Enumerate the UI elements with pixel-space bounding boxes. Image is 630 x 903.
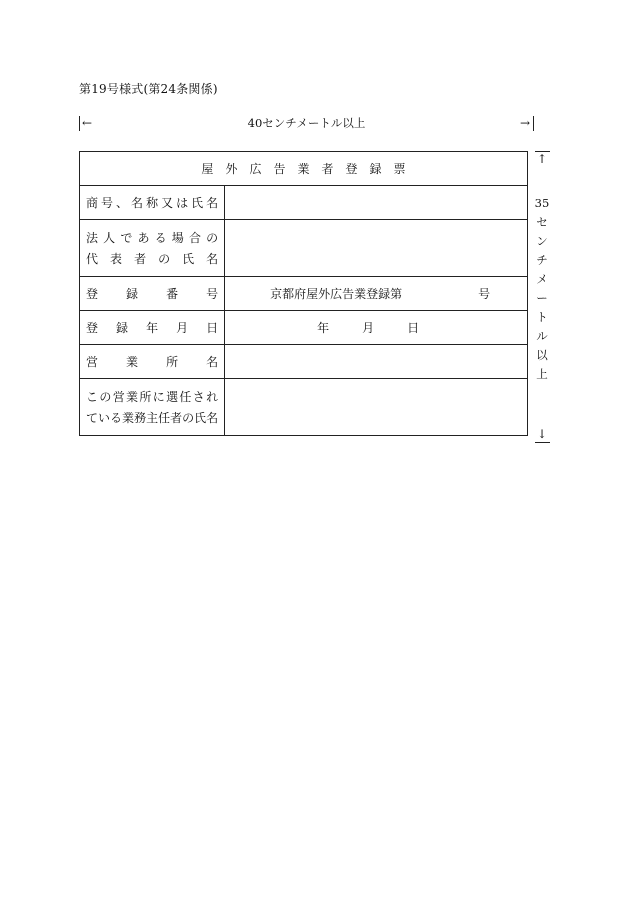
height-bottom-boundary: [535, 442, 550, 443]
form-number-title: 第19号様式(第24条関係): [79, 82, 218, 96]
height-indicator: [533, 151, 551, 443]
date-year-unit: 年: [317, 321, 330, 335]
trade-name-value: [225, 186, 528, 220]
label-char: 商: [86, 196, 99, 210]
title-char: 屋: [201, 162, 226, 176]
registration-number-value: [225, 277, 528, 311]
label-char: 氏: [191, 196, 204, 210]
representative-value: [225, 220, 528, 277]
registration-form-table: [79, 151, 528, 436]
label-char: 選: [166, 390, 179, 404]
label-char: 名: [206, 355, 219, 369]
title-char: 業: [297, 162, 322, 176]
representative-label: [80, 220, 225, 277]
down-arrow-icon: ↓: [536, 427, 548, 441]
label-char: こ: [86, 390, 99, 404]
table-title: [80, 152, 528, 186]
title-char: 登: [345, 162, 370, 176]
title-char: 告: [273, 162, 298, 176]
label-char: 合: [188, 231, 201, 245]
label-char: で: [120, 231, 133, 245]
office-name-label: [80, 345, 225, 379]
label-char: 者: [134, 252, 147, 266]
table-row-office-name: [80, 345, 528, 379]
label-char: 録: [126, 287, 139, 301]
label-char: 場: [171, 231, 184, 245]
height-label-char: ン: [536, 234, 548, 248]
label-char: 者: [170, 411, 183, 425]
label-char: 所: [139, 390, 152, 404]
table-title-row: [80, 152, 528, 186]
height-label-char: ー: [536, 291, 548, 305]
up-arrow-icon: ↑: [536, 152, 548, 166]
label-char: 務: [134, 411, 147, 425]
label-char: 録: [116, 321, 129, 335]
right-arrow-icon: →: [519, 116, 530, 130]
label-char: さ: [192, 390, 205, 404]
registration-number-prefix: 京都府屋外広告業登録第: [270, 287, 403, 301]
label-char: 氏: [194, 411, 207, 425]
label-char: の: [182, 411, 195, 425]
label-char: 年: [146, 321, 159, 335]
height-label-char: チ: [536, 253, 548, 267]
label-char: 任: [179, 390, 192, 404]
table-row-registration-number: [80, 277, 528, 311]
label-char: 号: [101, 196, 114, 210]
label-char: の: [158, 252, 171, 266]
registration-number-suffix: 号: [478, 287, 491, 301]
manager-label: [80, 379, 225, 436]
label-char: 営: [112, 390, 125, 404]
height-label-char: 以: [536, 348, 548, 362]
label-char: て: [86, 411, 99, 425]
label-char: る: [110, 411, 123, 425]
label-char: の: [206, 231, 219, 245]
height-label-char: ル: [536, 329, 548, 343]
label-char: 法: [86, 231, 99, 245]
label-char: 、: [116, 196, 129, 210]
table-row-trade-name: [80, 186, 528, 220]
label-char: は: [176, 196, 189, 210]
table-row-manager: [80, 379, 528, 436]
table-row-registration-date: [80, 311, 528, 345]
label-char: 名: [206, 411, 219, 425]
label-char: れ: [206, 390, 219, 404]
label-char: 登: [86, 321, 99, 335]
width-indicator: [79, 115, 534, 133]
left-arrow-icon: ←: [82, 116, 93, 130]
label-char: 人: [103, 231, 116, 245]
title-char: 録: [369, 162, 394, 176]
height-label-char: 35: [534, 196, 550, 210]
trade-name-label: [80, 186, 225, 220]
label-char: 業: [126, 355, 139, 369]
label-char: 所: [166, 355, 179, 369]
label-char: 名: [206, 196, 219, 210]
height-label-char: 上: [536, 367, 548, 381]
label-char: 日: [206, 321, 219, 335]
title-char: 広: [249, 162, 274, 176]
height-label-char: ト: [536, 310, 548, 324]
registration-number-label: [80, 277, 225, 311]
label-char: あ: [137, 231, 150, 245]
height-label: [533, 195, 551, 383]
label-char: 号: [206, 287, 219, 301]
registration-date-value: [225, 311, 528, 345]
height-label-char: メ: [536, 272, 548, 286]
label-char: 氏: [182, 252, 195, 266]
label-char: 又: [161, 196, 174, 210]
manager-value: [225, 379, 528, 436]
label-char: 番: [166, 287, 179, 301]
label-char: 営: [86, 355, 99, 369]
label-char: 業: [126, 390, 139, 404]
label-char: 名: [206, 252, 219, 266]
date-day-unit: 日: [407, 321, 420, 335]
office-name-value: [225, 345, 528, 379]
label-char: 表: [110, 252, 123, 266]
label-char: い: [98, 411, 111, 425]
label-char: 代: [86, 252, 99, 266]
label-char: 任: [158, 411, 171, 425]
label-char: る: [154, 231, 167, 245]
label-char: 名: [131, 196, 144, 210]
title-char: 者: [321, 162, 346, 176]
width-right-boundary: [533, 116, 534, 131]
width-label: 40センチメートル以上: [247, 116, 366, 130]
label-char: 月: [176, 321, 189, 335]
height-label-char: セ: [536, 215, 548, 229]
date-month-unit: 月: [362, 321, 375, 335]
label-char: 称: [146, 196, 159, 210]
table-row-representative: [80, 220, 528, 277]
title-char: 票: [393, 162, 418, 176]
label-char: 業: [122, 411, 135, 425]
label-char: 主: [146, 411, 159, 425]
label-char: の: [99, 390, 112, 404]
label-char: 登: [86, 287, 99, 301]
title-char: 外: [225, 162, 250, 176]
label-char: に: [152, 390, 165, 404]
registration-date-label: [80, 311, 225, 345]
